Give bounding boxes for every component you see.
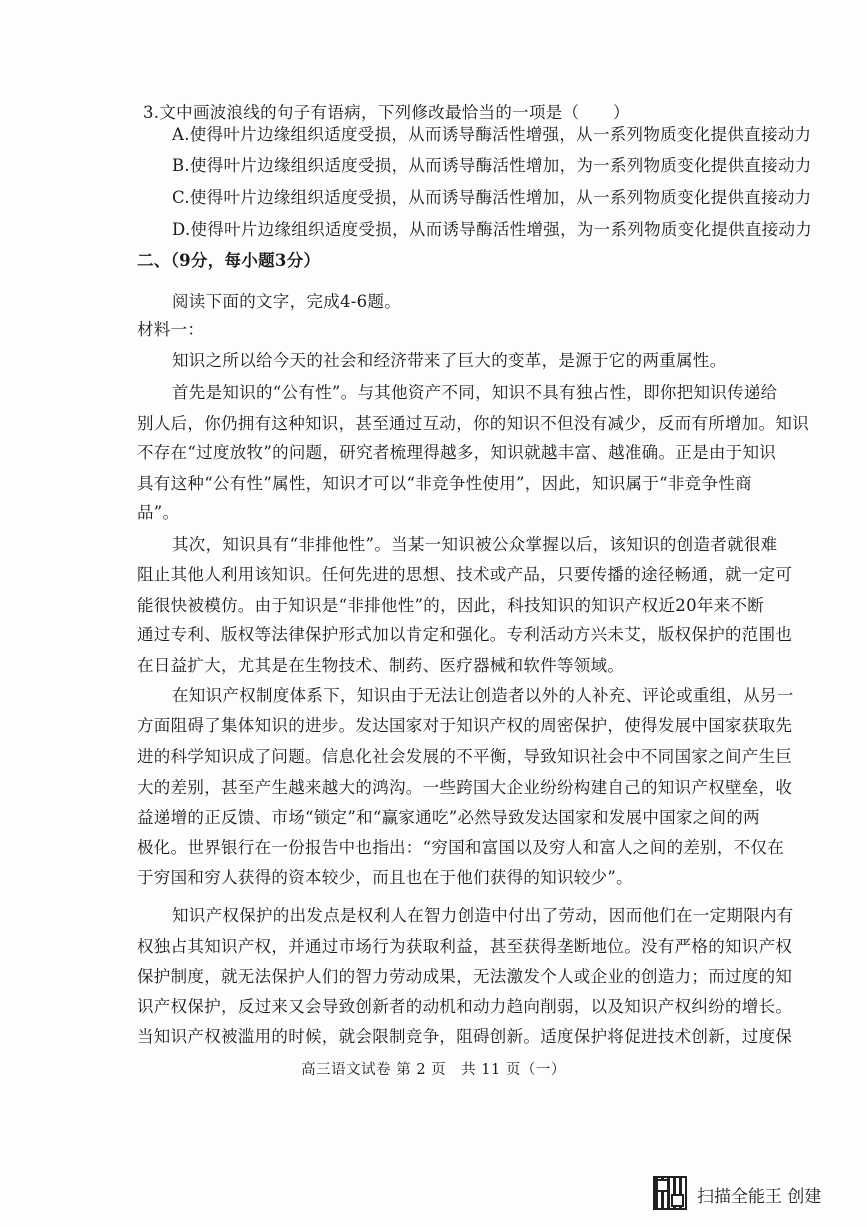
question-3-option-a: A.使得叶片边缘组织适度受损，从而诱导酶活性增强，从一系列物质变化提供直接动力: [172, 125, 812, 144]
passage-line: 通过专利、版权等法律保护形式加以肯定和强化。专利活动方兴未艾，版权保护的范围也: [137, 625, 793, 644]
question-3-option-d: D.使得叶片边缘组织适度受损，从而诱导酶活性增强，为一系列物质变化提供直接动力: [172, 220, 813, 239]
passage-line: 于穷国和穷人获得的资本较少，而且也在于他们获得的知识较少”。: [137, 868, 633, 887]
passage-line: 不存在“过度放牧”的问题，研究者梳理得越多，知识就越丰富、越准确。正是由于知识: [137, 443, 777, 462]
passage-line: 知识产权保护的出发点是权利人在智力创造中付出了劳动，因而他们在一定期限内有: [172, 906, 794, 925]
passage-line: 在日益扩大，尤其是在生物技术、制药、医疗器械和软件等领域。: [137, 656, 625, 675]
passage-line: 阻止其他人利用该知识。任何先进的思想、技术或产品，只要传播的途径畅通，就一定可: [137, 565, 793, 584]
scanner-watermark: [651, 1168, 867, 1210]
passage-line: 别人后，你仍拥有这种知识，甚至通过互动，你的知识不但没有减少，反而有所增加。知识: [137, 414, 809, 433]
question-3-option-c: C.使得叶片边缘组织适度受损，从而诱导酶活性增加，从一系列物质变化提供直接动力: [172, 188, 812, 207]
passage-line: 识产权保护，反过来又会导致创新者的动机和动力趋向削弱，以及知识产权纠纷的增长。: [137, 997, 793, 1016]
question-3-option-b: B.使得叶片边缘组织适度受损，从而诱导酶活性增加，为一系列物质变化提供直接动力: [172, 156, 812, 175]
qr-code-icon: [653, 1176, 687, 1210]
passage-line: 方面阻碍了集体知识的进步。发达国家对于知识产权的周密保护，使得发展中国家获取先: [137, 716, 793, 735]
scanner-watermark-text: 扫描全能王 创建: [697, 1187, 822, 1207]
passage-line: 益递增的正反馈、市场“锁定”和“赢家通吃”必然导致发达国家和发展中国家之间的两: [137, 808, 760, 827]
passage-line: 具有这种“公有性”属性，知识才可以“非竞争性使用”，因此，知识属于“非竞争性商: [137, 474, 752, 493]
passage-line: 极化。世界银行在一份报告中也指出：“穷国和富国以及穷人和富人之间的差别，不仅在: [137, 838, 785, 857]
passage-line: 在知识产权制度体系下，知识由于无法让创造者以外的人补充、评论或重组，从另一: [172, 686, 794, 705]
passage-line: 首先是知识的“公有性”。与其他资产不同，知识不具有独占性，即你把知识传递给: [172, 383, 778, 402]
passage-line: 当知识产权被滥用的时候，就会限制竞争，阻碍创新。适度保护将促进技术创新，过度保: [137, 1027, 793, 1046]
passage-line: 进的科学知识成了问题。信息化社会发展的不平衡，导致知识社会中不同国家之间产生巨: [137, 747, 793, 766]
passage-line: 保护制度，就无法保护人们的智力劳动成果，无法激发个人或企业的创造力；而过度的知: [137, 967, 793, 986]
passage-line: 大的差别，甚至产生越来越大的鸿沟。一些跨国大企业纷纷构建自己的知识产权壁垒，收: [137, 778, 793, 797]
passage-line: 知识之所以给今天的社会和经济带来了巨大的变革，是源于它的两重属性。: [172, 351, 727, 370]
passage-line: 权独占其知识产权，并通过市场行为获取利益，甚至获得垄断地位。没有严格的知识产权: [137, 937, 793, 956]
question-3-stem: 3.文中画波浪线的句子有语病，下列修改最恰当的一项是（ ）: [143, 103, 630, 122]
passage-line: 品”。: [137, 503, 180, 522]
page-footer: 高三语文试卷 第 2 页 共 11 页（一）: [301, 1062, 566, 1078]
section-2-instruction: 阅读下面的文字，完成4-6题。: [172, 292, 402, 311]
section-2-heading: 二、（9分，每小题3分）: [137, 251, 321, 270]
passage-line: 其次，知识具有“非排他性”。当某一知识被公众掌握以后，该知识的创造者就很难: [172, 535, 778, 554]
material-one-label: 材料一：: [137, 320, 205, 339]
passage-line: 能很快被模仿。由于知识是“非排他性”的，因此，科技知识的知识产权近20年来不断: [137, 596, 765, 615]
